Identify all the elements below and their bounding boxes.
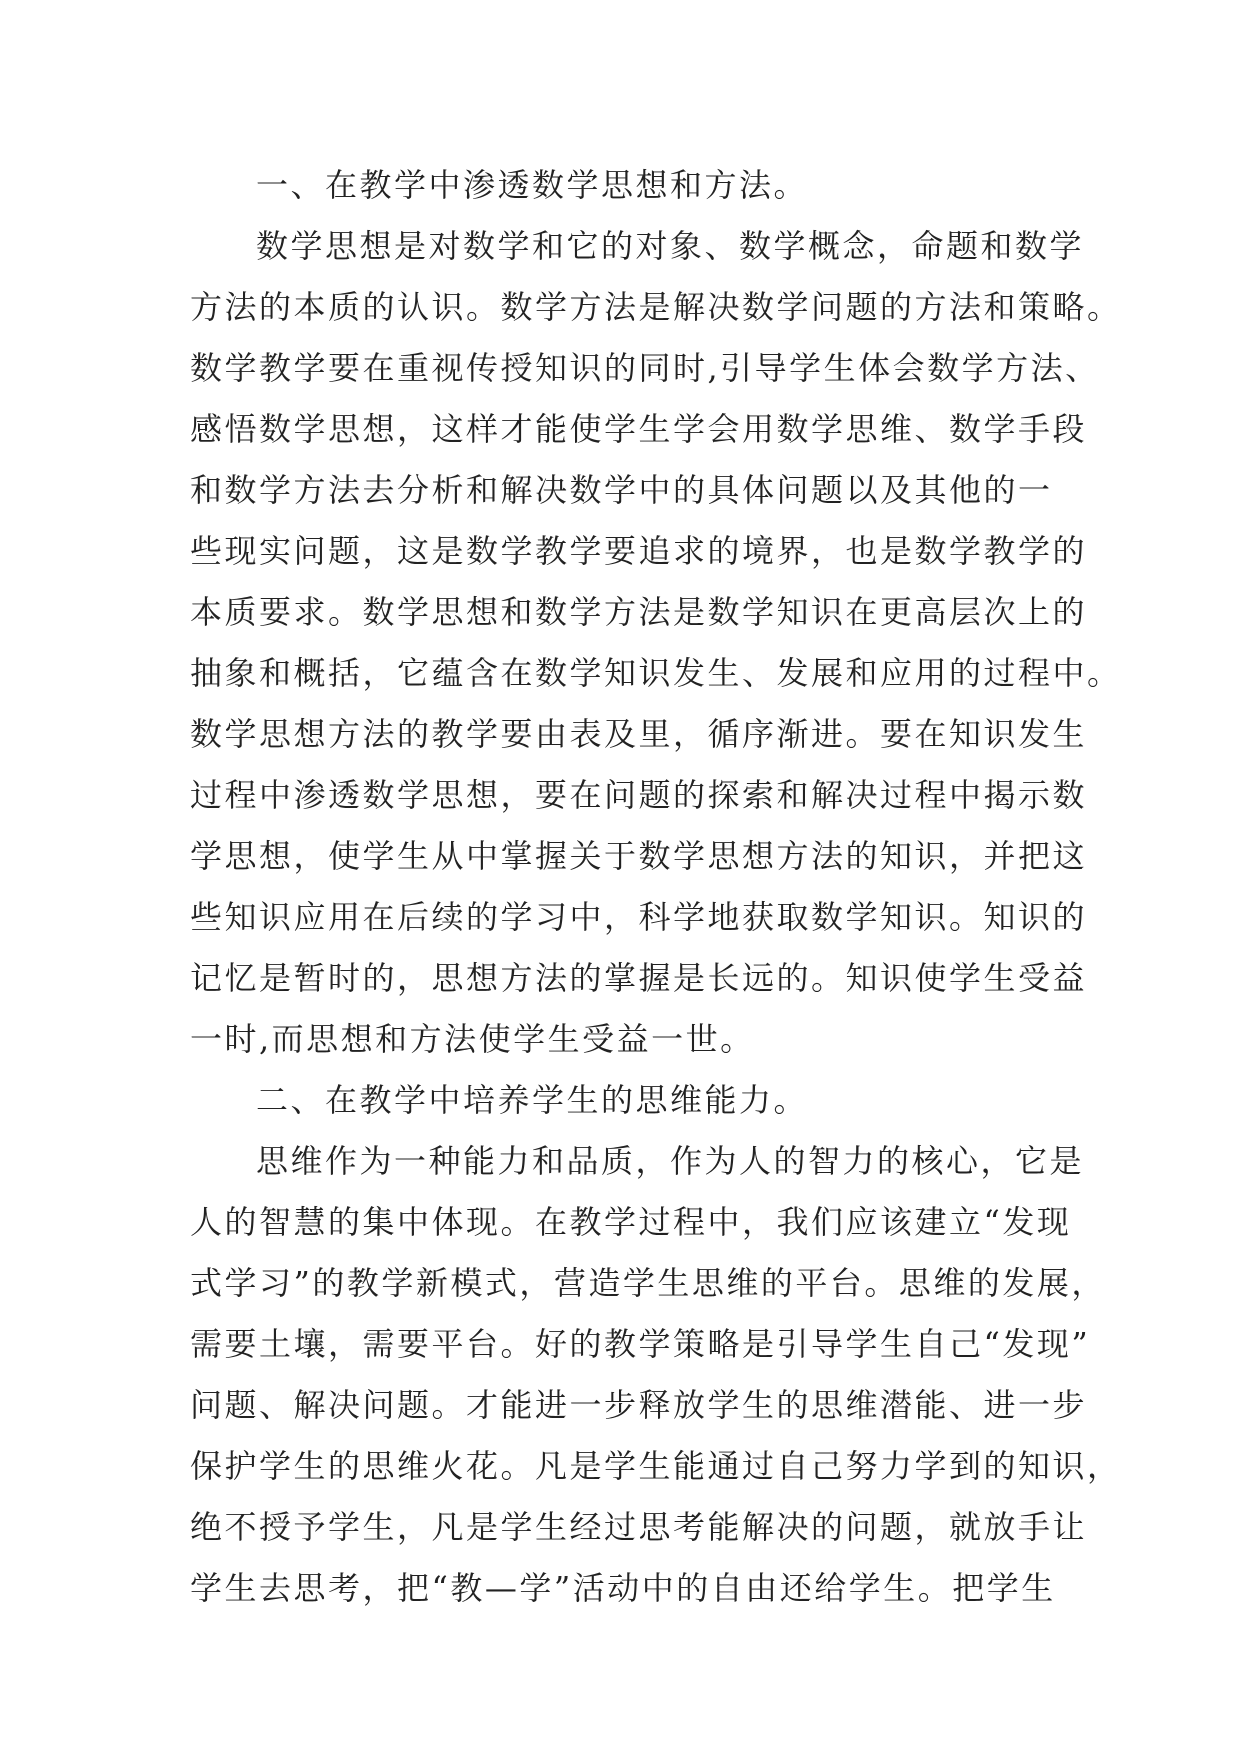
text-line: 问题、解决问题。才能进一步释放学生的思维潜能、进一步 <box>190 1386 1088 1424</box>
text-line: 过程中渗透数学思想，要在问题的探索和解决过程中揭示数 <box>190 776 1088 814</box>
text-line: 保护学生的思维火花。凡是学生能通过自己努力学到的知识， <box>190 1447 1122 1485</box>
text-line: 些知识应用在后续的学习中，科学地获取数学知识。知识的 <box>190 898 1088 936</box>
text-line: 数学思想方法的教学要由表及里，循序渐进。要在知识发生 <box>190 715 1088 753</box>
text-line: 式学习”的教学新模式，营造学生思维的平台。思维的发展， <box>190 1264 1106 1302</box>
text-line: 绝不授予学生，凡是学生经过思考能解决的问题，就放手让 <box>190 1508 1088 1546</box>
text-line: 数学教学要在重视传授知识的同时,引导学生体会数学方法、 <box>190 349 1100 387</box>
document-body <box>190 155 1122 1619</box>
text-line: 感悟数学思想，这样才能使学生学会用数学思维、数学手段 <box>190 410 1088 448</box>
text-line: 二、在教学中培养学生的思维能力。 <box>256 1081 809 1119</box>
text-line: 抽象和概括，它蕴含在数学知识发生、发展和应用的过程中。 <box>190 654 1122 692</box>
text-line: 学生去思考，把“教—学”活动中的自由还给学生。把学生 <box>190 1569 1056 1607</box>
text-line: 学思想，使学生从中掌握关于数学思想方法的知识，并把这 <box>190 837 1088 875</box>
text-line: 本质要求。数学思想和数学方法是数学知识在更高层次上的 <box>190 593 1088 631</box>
text-line: 记忆是暂时的，思想方法的掌握是长远的。知识使学生受益 <box>190 959 1088 997</box>
text-line: 一、在教学中渗透数学思想和方法。 <box>256 166 809 204</box>
text-line: 人的智慧的集中体现。在教学过程中，我们应该建立“发现 <box>190 1203 1072 1241</box>
text-line: 思维作为一种能力和品质，作为人的智力的核心，它是 <box>256 1142 1085 1180</box>
text-line: 些现实问题，这是数学教学要追求的境界，也是数学教学的 <box>190 532 1088 570</box>
text-line: 和数学方法去分析和解决数学中的具体问题以及其他的一 <box>190 471 1053 509</box>
text-line: 数学思想是对数学和它的对象、数学概念，命题和数学 <box>256 227 1085 265</box>
text-line: 一时,而思想和方法使学生受益一世。 <box>190 1020 755 1058</box>
text-line: 方法的本质的认识。数学方法是解决数学问题的方法和策略。 <box>190 288 1122 326</box>
text-line: 需要土壤，需要平台。好的教学策略是引导学生自己“发现” <box>190 1325 1091 1363</box>
